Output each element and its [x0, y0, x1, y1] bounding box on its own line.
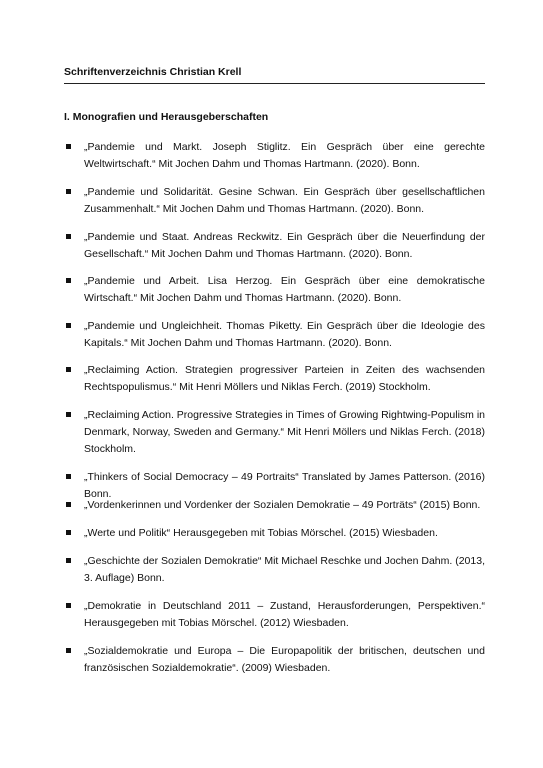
- bullet-icon: [66, 412, 71, 417]
- bullet-icon: [66, 323, 71, 328]
- entry-text: „Reclaiming Action. Progressive Strategies in Times of Growing Rightwing-Populism in Denmark, Norway, Sweden and Germany.“ Mit Henri Möllers und Niklas Ferch. (2018) Stockholm.: [84, 409, 485, 455]
- entry-text: „Pandemie und Ungleichheit. Thomas Piketty. Ein Gespräch über die Ideologie des Kapitals.“ Mit Jochen Dahm und Thomas Hartmann. (2020). Bonn.: [84, 320, 485, 349]
- title-divider: [64, 83, 485, 84]
- entry-text: „Werte und Politik“ Herausgegeben mit Tobias Mörschel. (2015) Wiesbaden.: [84, 527, 438, 539]
- entry-text: „Reclaiming Action. Strategien progressiver Parteien in Zeiten des wachsenden Rechtspopulismus.“ Mit Henri Möllers und Niklas Ferch. (2019) Stockholm.: [84, 364, 485, 393]
- bullet-icon: [66, 558, 71, 563]
- entry-text: „Geschichte der Sozialen Demokratie“ Mit Michael Reschke und Jochen Dahm. (2013, 3. Auflage) Bonn.: [84, 555, 485, 584]
- bullet-icon: [66, 502, 71, 507]
- bullet-icon: [66, 603, 71, 608]
- bullet-icon: [66, 530, 71, 535]
- entry-text: „Pandemie und Staat. Andreas Reckwitz. Ein Gespräch über die Neuerfindung der Gesellschaft.“ Mit Jochen Dahm und Thomas Hartmann. (2020). Bonn.: [84, 231, 485, 260]
- bullet-icon: [66, 144, 71, 149]
- entry-text: „Sozialdemokratie und Europa – Die Europapolitik der britischen, deutschen und französischen Sozialdemokratie“. (2009) Wiesbaden.: [84, 645, 485, 674]
- bullet-icon: [66, 648, 71, 653]
- bullet-icon: [66, 367, 71, 372]
- document-title: Schriftenverzeichnis Christian Krell: [64, 66, 242, 78]
- bullet-icon: [66, 278, 71, 283]
- entry-text: „Demokratie in Deutschland 2011 – Zustand, Herausforderungen, Perspektiven.“ Herausgegeben mit Tobias Mörschel. (2012) Wiesbaden.: [84, 600, 485, 629]
- entry-text: „Pandemie und Markt. Joseph Stiglitz. Ein Gespräch über eine gerechte Weltwirtschaft.“ Mit Jochen Dahm und Thomas Hartmann. (2020). Bonn.: [84, 141, 485, 170]
- bullet-icon: [66, 234, 71, 239]
- entry-text: „Thinkers of Social Democracy – 49 Portraits“ Translated by James Patterson. (2016) Bonn.: [84, 471, 485, 500]
- bullet-icon: [66, 189, 71, 194]
- entry-text: „Pandemie und Solidarität. Gesine Schwan. Ein Gespräch über gesellschaftlichen Zusammenhalt.“ Mit Jochen Dahm und Thomas Hartmann. (2020). Bonn.: [84, 186, 485, 215]
- section-heading: I. Monografien und Herausgeberschaften: [64, 111, 269, 123]
- entry-text: „Pandemie und Arbeit. Lisa Herzog. Ein Gespräch über eine demokratische Wirtschaft.“ Mit Jochen Dahm und Thomas Hartmann. (2020). Bonn.: [84, 275, 485, 304]
- entry-text: „Vordenkerinnen und Vordenker der Sozialen Demokratie – 49 Porträts“ (2015) Bonn.: [84, 499, 481, 511]
- bullet-icon: [66, 474, 71, 479]
